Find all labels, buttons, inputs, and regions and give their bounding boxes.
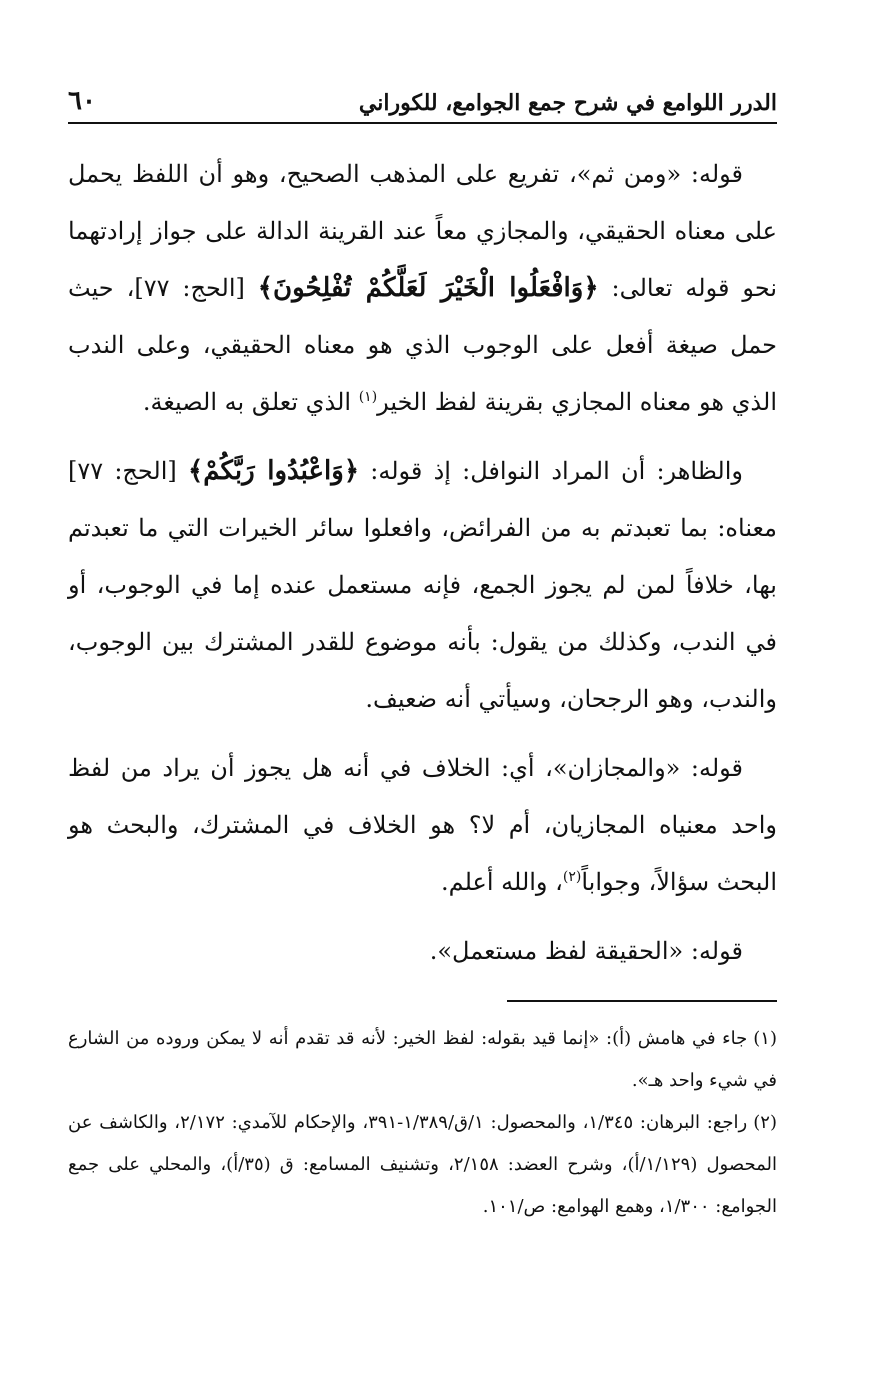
paragraph-1-text-b: [الحج: ٧٧]، حيث حمل صيغة أفعل على الوجوب الذي هو معناه الحقيقي، وعلى الندب الذي هو معناه المجازي بقرينة لفظ الخير (68, 274, 777, 416)
footnote-1-number: (١) (753, 1028, 777, 1049)
running-title: الدرر اللوامع في شرح جمع الجوامع، للكوراني (358, 90, 777, 116)
footnote-2 (68, 1102, 777, 1228)
footnote-ref-1: (١) (358, 389, 378, 405)
paragraph-1 (68, 146, 777, 431)
paragraph-3-text-a: قوله: «والمجازان»، أي: الخلاف في أنه هل يجوز أن يراد من لفظ واحد معنياه المجازيان، أم لا؟ هو الخلاف في المشترك، والبحث هو البحث سؤالاً، وجواباً (68, 754, 777, 896)
paragraph-3-text-b: ، والله أعلم. (440, 868, 563, 896)
main-text (68, 146, 777, 980)
quran-verse-1: ﴿وَافْعَلُوا الْخَيْرَ لَعَلَّكُمْ تُفْلِحُونَ﴾ (257, 273, 599, 303)
paragraph-2-text-a: والظاهر: أن المراد النوافل: إذ قوله: (359, 457, 744, 485)
footnote-divider (507, 1000, 777, 1002)
paragraph-2-text-b: [الحج: ٧٧] معناه: بما تعبدتم به من الفرائض، وافعلوا سائر الخيرات التي ما تعبدتم بها، خلافاً لمن لم يجوز الجمع، فإنه مستعمل عنده إما في الوجوب، أو في الندب، وكذلك من يقول: بأنه موضوع للقدر المشترك بين الوجوب، والندب، وهو الرجحان، وسيأتي أنه ضعيف. (68, 457, 777, 713)
footnote-1-text: جاء في هامش (أ): «إنما قيد بقوله: لفظ الخير: لأنه قد تقدم أنه لا يمكن وروده من الشارع في شيء واحد هـ». (68, 1028, 777, 1091)
footnote-2-text: راجع: البرهان: ١/٣٤٥، والمحصول: ١/ق/١/٣٨٩-٣٩١، والإحكام للآمدي: ٢/١٧٢، والكاشف عن المحصول (١/١٢٩/أ)، وشرح العضد: ٢/١٥٨، وتشنيف المسامع: ق (٣٥/أ)، والمحلي على جمع الجوامع: ١/٣٠٠، وهمع الهوامع: ص/١٠١. (68, 1112, 777, 1217)
paragraph-1-text-c: الذي تعلق به الصيغة. (142, 388, 359, 416)
footnotes (68, 1018, 777, 1228)
paragraph-1-text-a: قوله: «ومن ثم»، تفريع على المذهب الصحيح، وهو أن اللفظ يحمل على معناه الحقيقي، والمجازي معاً عند القرينة الدالة على جواز إرادتهما نحو قوله تعالى: (68, 160, 778, 302)
page-number: ٦٠ (68, 86, 96, 116)
paragraph-2 (68, 443, 777, 728)
paragraph-3 (68, 740, 777, 911)
quran-verse-2: ﴿وَاعْبُدُوا رَبَّكُمْ﴾ (187, 456, 360, 486)
footnote-2-number: (٢) (753, 1112, 777, 1133)
page-header (68, 84, 777, 124)
paragraph-4: قوله: «الحقيقة لفظ مستعمل». (429, 937, 743, 965)
footnote-ref-2: (٢) (562, 869, 582, 885)
footnote-1 (68, 1018, 777, 1102)
